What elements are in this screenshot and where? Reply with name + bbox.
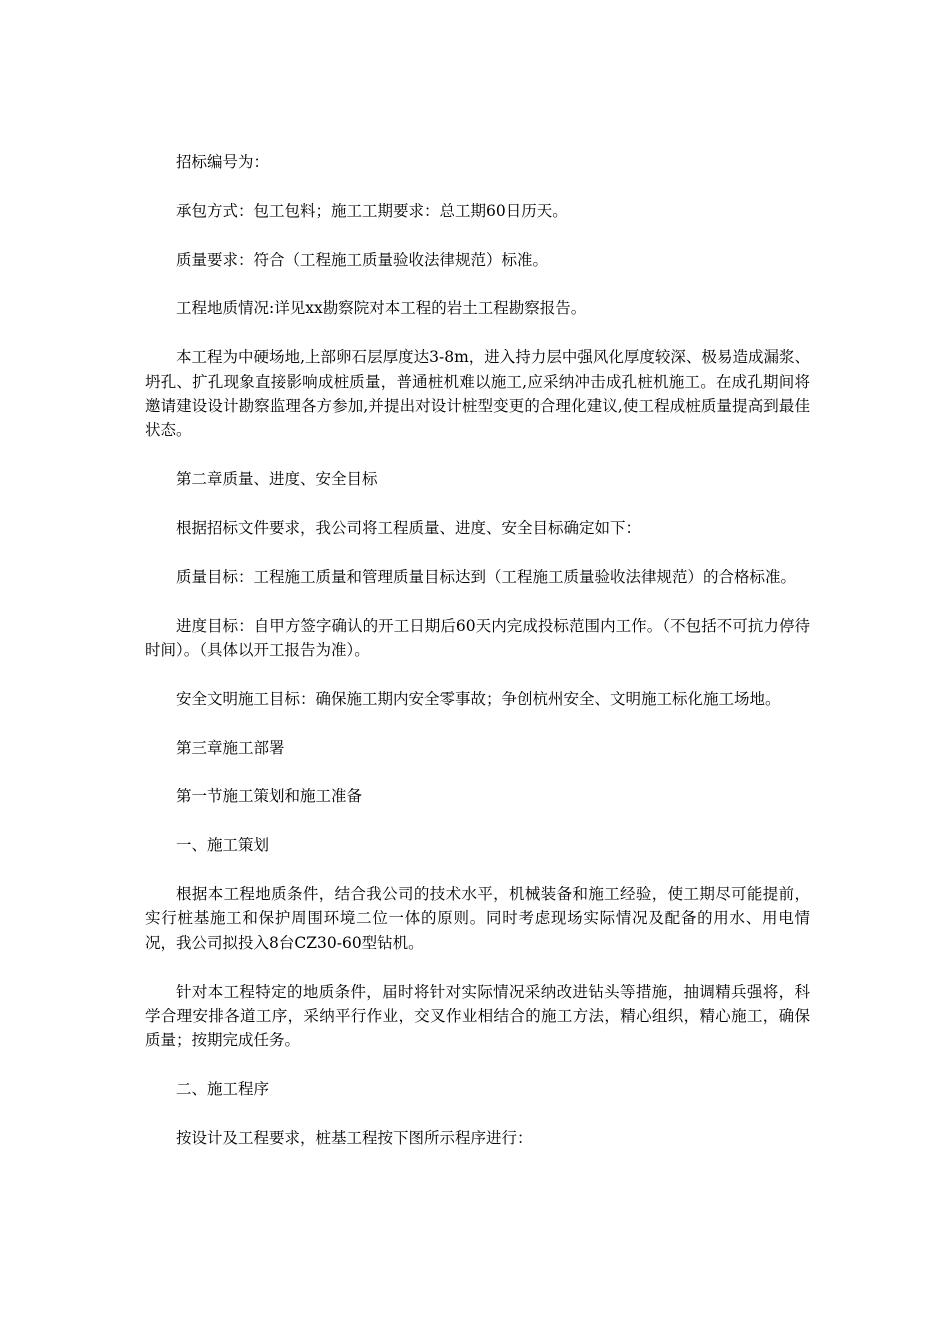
paragraph-procedure: 按设计及工程要求，桩基工程按下图所示程序进行：: [176, 1129, 533, 1147]
paragraph-contract-method: 承包方式：包工包料；施工工期要求：总工期60日历天。: [176, 201, 568, 220]
document-page: [145, 150, 810, 1175]
paragraph-geology: 工程地质情况:详见xx勘察院对本工程的岩土工程勘察报告。: [176, 299, 587, 318]
paragraph-goals-intro: 根据招标文件要求，我公司将工程质量、进度、安全目标确定如下：: [176, 519, 642, 537]
chapter-3-heading: 第三章施工部署: [176, 738, 285, 757]
paragraph-tender-number: 招标编号为：: [176, 153, 270, 171]
section-1-heading: 第一节施工策划和施工准备: [176, 787, 363, 806]
subsection-procedure-heading: 二、施工程序: [176, 1080, 270, 1099]
paragraph-quality-requirement: 质量要求：符合（工程施工质量验收法律规范）标准。: [176, 250, 549, 269]
paragraph-site-description: 本工程为中硬场地,上部卵石层厚度达3-8m，进入持力层中强风化厚度较深、极易造成漏浆、坍孔、扩孔现象直接影响成桩质量，普通桩机难以施工,应采纳冲击成孔桩机施工。在成孔期间将邀请建设设计勘察监理各方参加,并提出对设计桩型变更的合理化建议,使工程成桩质量提高到最佳状态。: [145, 348, 810, 440]
paragraph-measures: 针对本工程特定的地质条件，届时将针对实际情况采纳改进钻头等措施，抽调精兵强将，科学合理安排各道工序，采纳平行作业，交叉作业相结合的施工方法，精心组织，精心施工，确保质量；按期完成任务。: [145, 982, 810, 1050]
paragraph-safety-goal: 安全文明施工目标：确保施工期内安全零事故；争创杭州安全、文明施工标化施工场地。: [176, 689, 781, 708]
paragraph-schedule-goal: 进度目标：自甲方签字确认的开工日期后60天内完成投标范围内工作。（不包括不可抗力停待时间）。（具体以开工报告为准）。: [145, 616, 810, 659]
paragraph-planning: 根据本工程地质条件，结合我公司的技术水平，机械装备和施工经验，使工期尽可能提前，实行桩基施工和保护周围环境二位一体的原则。同时考虑现场实际情况及配备的用水、用电情况，我公司拟投入8台CZ30-60型钻机。: [145, 884, 810, 952]
subsection-planning-heading: 一、施工策划: [176, 836, 270, 855]
paragraph-quality-goal: 质量目标：工程施工质量和管理质量目标达到（工程施工质量验收法律规范）的合格标准。: [176, 567, 797, 586]
chapter-2-heading: 第二章质量、进度、安全目标: [176, 470, 378, 489]
